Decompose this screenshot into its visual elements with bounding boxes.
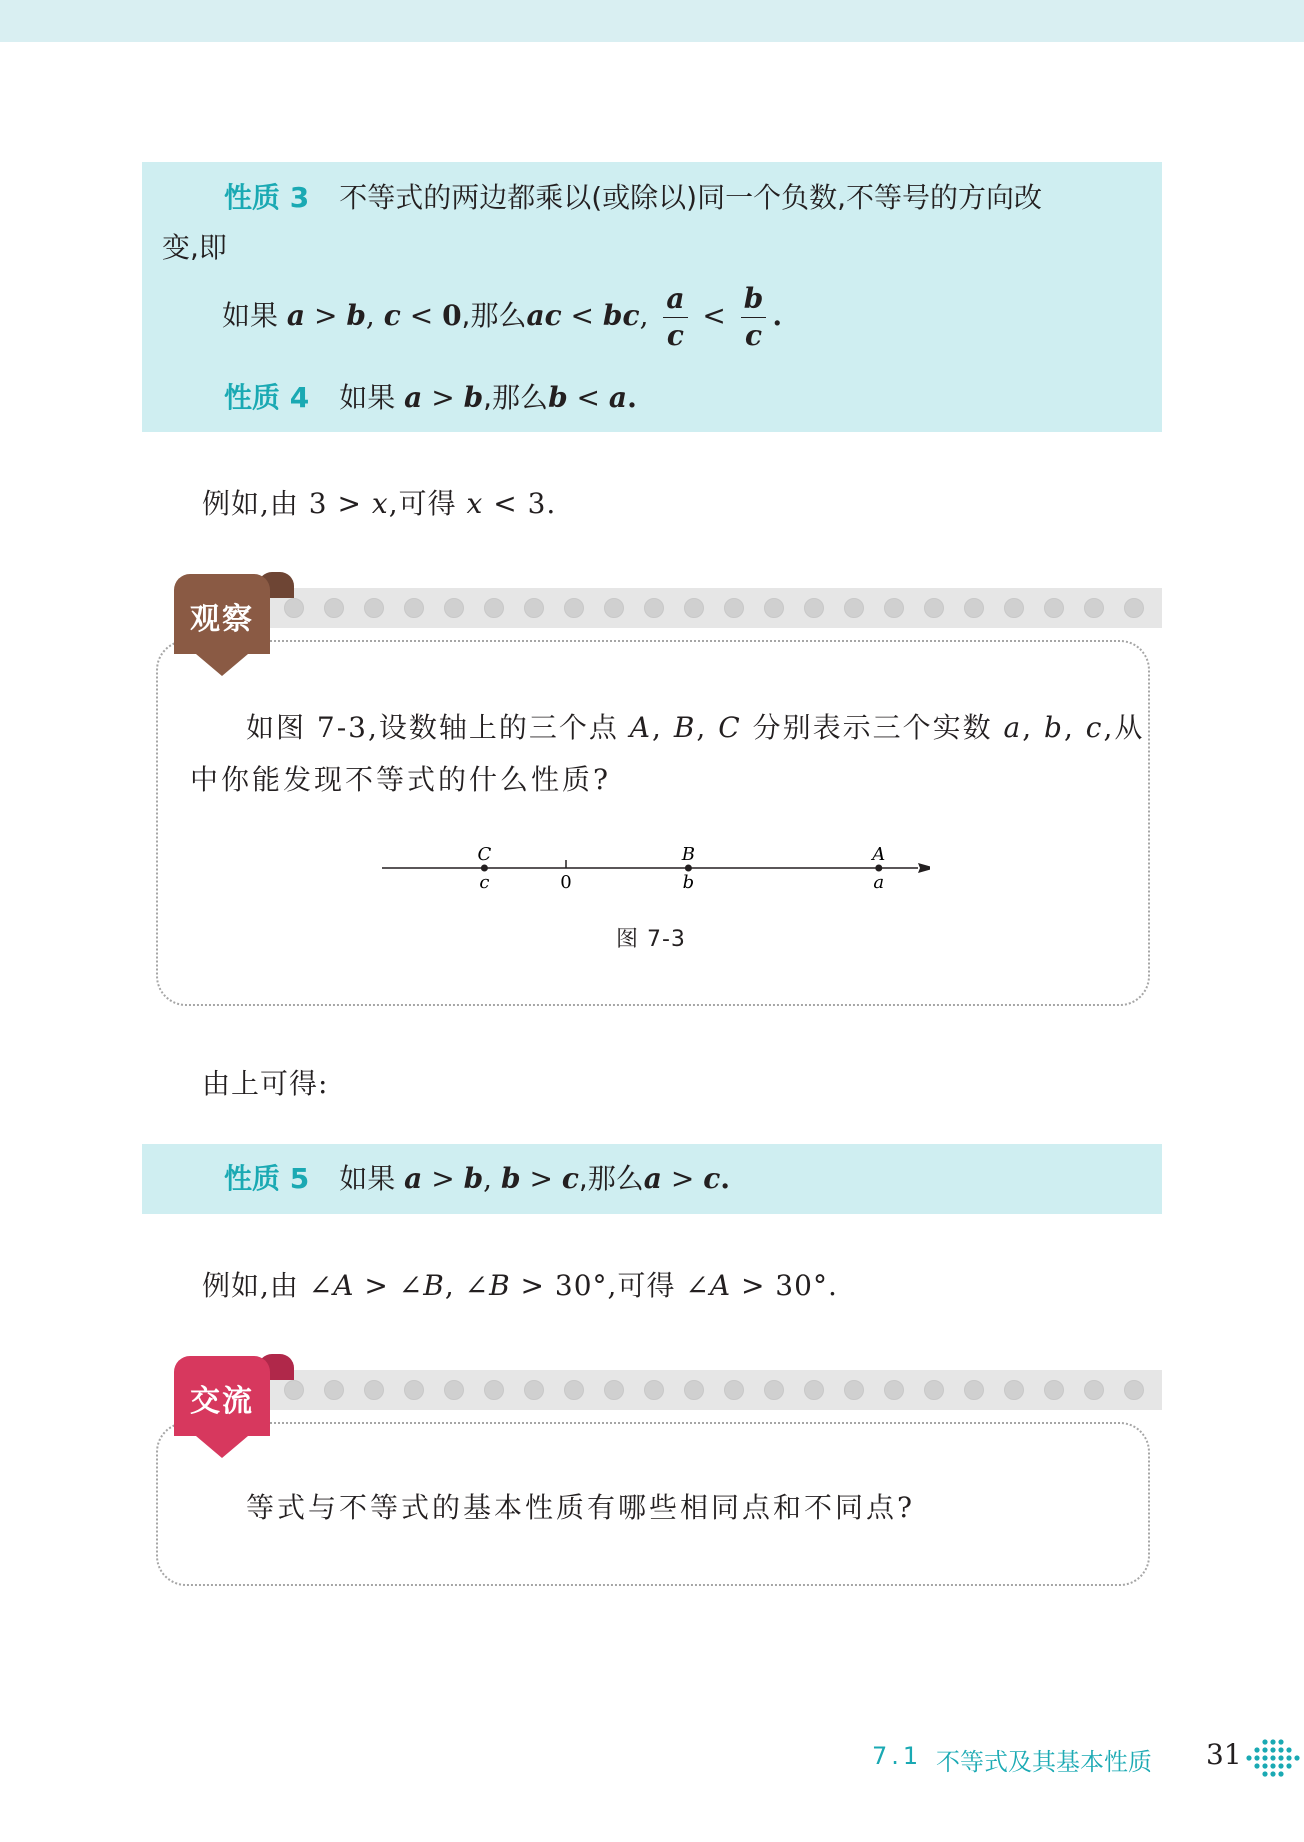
strip-dot bbox=[964, 598, 984, 618]
example1-line: 例如,由 3 > x,可得 x < 3. bbox=[202, 487, 557, 520]
footer-dot bbox=[1278, 1771, 1283, 1776]
observe-tab bbox=[174, 574, 270, 654]
strip-dot bbox=[564, 598, 584, 618]
strip-dot bbox=[844, 1380, 864, 1400]
footer-section-number: 7.1 bbox=[872, 1742, 923, 1770]
discuss-tab-label: 交流 bbox=[190, 1384, 254, 1419]
fraction-b-over-c: $\frac{b}{c}$ bbox=[741, 281, 767, 354]
strip-dot bbox=[764, 598, 784, 618]
strip-dot bbox=[564, 1380, 584, 1400]
strip-dot bbox=[844, 598, 864, 618]
strip-dot bbox=[644, 1380, 664, 1400]
property-box-5 bbox=[142, 1144, 1162, 1214]
footer-dot-pattern-icon bbox=[1244, 1734, 1302, 1784]
number-line-arrow-icon bbox=[918, 863, 930, 873]
strip-dot bbox=[684, 598, 704, 618]
strip-dot bbox=[684, 1380, 704, 1400]
strip-dot bbox=[804, 1380, 824, 1400]
strip-dot bbox=[484, 1380, 504, 1400]
number-line-point-B bbox=[685, 865, 692, 872]
conclusion-text: 由上可得: bbox=[202, 1067, 329, 1100]
point-label-upper: B bbox=[681, 844, 696, 865]
strip-dot bbox=[964, 1380, 984, 1400]
strip-dot bbox=[404, 1380, 424, 1400]
strip-dot bbox=[644, 598, 664, 618]
property3-line1 bbox=[224, 180, 1042, 216]
footer-dot bbox=[1262, 1755, 1267, 1760]
footer-dot bbox=[1286, 1755, 1291, 1760]
strip-dot bbox=[284, 598, 304, 618]
property5-label: 性质 5 bbox=[224, 1162, 310, 1195]
footer-dot bbox=[1270, 1747, 1275, 1752]
example2-line: 例如,由 ∠A > ∠B, ∠B > 30°,可得 ∠A > 30°. bbox=[202, 1269, 838, 1302]
footer-dot bbox=[1286, 1747, 1291, 1752]
observe-paragraph-line1: 如图 7-3,设数轴上的三个点 A, B, C 分别表示三个实数 a, b, c,从 bbox=[246, 711, 1145, 744]
footer-dot bbox=[1262, 1747, 1267, 1752]
footer-dot bbox=[1270, 1755, 1275, 1760]
footer-dot bbox=[1270, 1771, 1275, 1776]
strip-dot bbox=[524, 1380, 544, 1400]
footer-dot bbox=[1246, 1755, 1251, 1760]
strip-dot bbox=[484, 598, 504, 618]
footer-dot bbox=[1294, 1755, 1299, 1760]
strip-dot bbox=[284, 1380, 304, 1400]
property4-label: 性质 4 bbox=[224, 381, 310, 414]
footer-dot bbox=[1270, 1739, 1275, 1744]
strip-dot bbox=[364, 598, 384, 618]
footer-dot bbox=[1286, 1763, 1291, 1768]
strip-dot bbox=[444, 598, 464, 618]
observe-dot-strip bbox=[270, 588, 1162, 628]
strip-dot bbox=[444, 1380, 464, 1400]
footer-dot bbox=[1262, 1739, 1267, 1744]
observe-tab-label: 观察 bbox=[190, 602, 254, 637]
strip-dot bbox=[324, 598, 344, 618]
strip-dot bbox=[604, 1380, 624, 1400]
strip-dot bbox=[1124, 598, 1144, 618]
property-box-3-4 bbox=[142, 162, 1162, 432]
number-line-point-A bbox=[875, 865, 882, 872]
number-line-figure bbox=[370, 836, 930, 906]
strip-dot bbox=[324, 1380, 344, 1400]
strip-dot bbox=[1084, 598, 1104, 618]
discuss-tab bbox=[174, 1356, 270, 1436]
property3-line2: 变,即 bbox=[162, 231, 227, 264]
property3-text: 不等式的两边都乘以(或除以)同一个负数,不等号的方向改 bbox=[339, 181, 1042, 214]
strip-dot bbox=[1084, 1380, 1104, 1400]
strip-dot bbox=[1044, 1380, 1064, 1400]
strip-dot bbox=[1124, 1380, 1144, 1400]
property3-formula: 如果 a > b, c < 0,那么ac < bc, $\frac{a}{c}$ < $\frac{b}{c}$ . bbox=[222, 282, 783, 352]
footer-dot bbox=[1254, 1755, 1259, 1760]
figure-caption: 图 7-3 bbox=[616, 927, 686, 952]
origin-label: 0 bbox=[560, 872, 572, 893]
point-label-lower: a bbox=[873, 872, 885, 893]
point-label-lower: b bbox=[682, 872, 695, 893]
observe-tab-point bbox=[196, 654, 248, 676]
strip-dot bbox=[1004, 1380, 1024, 1400]
strip-dot bbox=[724, 598, 744, 618]
property4-line: 性质 4 如果 a > b,那么b < a. bbox=[224, 381, 637, 414]
discuss-dot-strip bbox=[270, 1370, 1162, 1410]
observe-paragraph-line2: 中你能发现不等式的什么性质? bbox=[190, 763, 612, 796]
fraction-a-over-c: $\frac{a}{c}$ bbox=[663, 281, 687, 354]
strip-dot bbox=[884, 598, 904, 618]
strip-dot bbox=[724, 1380, 744, 1400]
strip-dot bbox=[524, 598, 544, 618]
point-label-lower: c bbox=[479, 872, 490, 893]
strip-dot bbox=[604, 598, 624, 618]
number-line-point-C bbox=[481, 865, 488, 872]
strip-dot bbox=[764, 1380, 784, 1400]
discuss-text: 等式与不等式的基本性质有哪些相同点和不同点? bbox=[246, 1491, 916, 1524]
footer-dot bbox=[1278, 1763, 1283, 1768]
strip-dot bbox=[404, 598, 424, 618]
strip-dot bbox=[1044, 598, 1064, 618]
strip-dot bbox=[804, 598, 824, 618]
strip-dot bbox=[884, 1380, 904, 1400]
strip-dot bbox=[1004, 598, 1024, 618]
footer-dot bbox=[1270, 1763, 1275, 1768]
top-band bbox=[0, 0, 1304, 42]
point-label-upper: A bbox=[872, 844, 886, 865]
strip-dot bbox=[924, 598, 944, 618]
footer-dot bbox=[1278, 1755, 1283, 1760]
footer-dot bbox=[1262, 1771, 1267, 1776]
footer-dot bbox=[1278, 1747, 1283, 1752]
property5-line: 性质 5 如果 a > b, b > c,那么a > c. bbox=[224, 1162, 731, 1195]
footer-dot bbox=[1262, 1763, 1267, 1768]
strip-dot bbox=[924, 1380, 944, 1400]
point-label-upper: C bbox=[477, 844, 492, 865]
property3-label: 性质 3 bbox=[224, 181, 310, 214]
footer-dot bbox=[1254, 1747, 1259, 1752]
footer-dot bbox=[1278, 1739, 1283, 1744]
footer-dot bbox=[1254, 1763, 1259, 1768]
footer-page-number: 31 bbox=[1206, 1738, 1242, 1771]
strip-dot bbox=[364, 1380, 384, 1400]
discuss-tab-point bbox=[196, 1436, 248, 1458]
footer-section-title: 不等式及其基本性质 bbox=[936, 1748, 1152, 1776]
